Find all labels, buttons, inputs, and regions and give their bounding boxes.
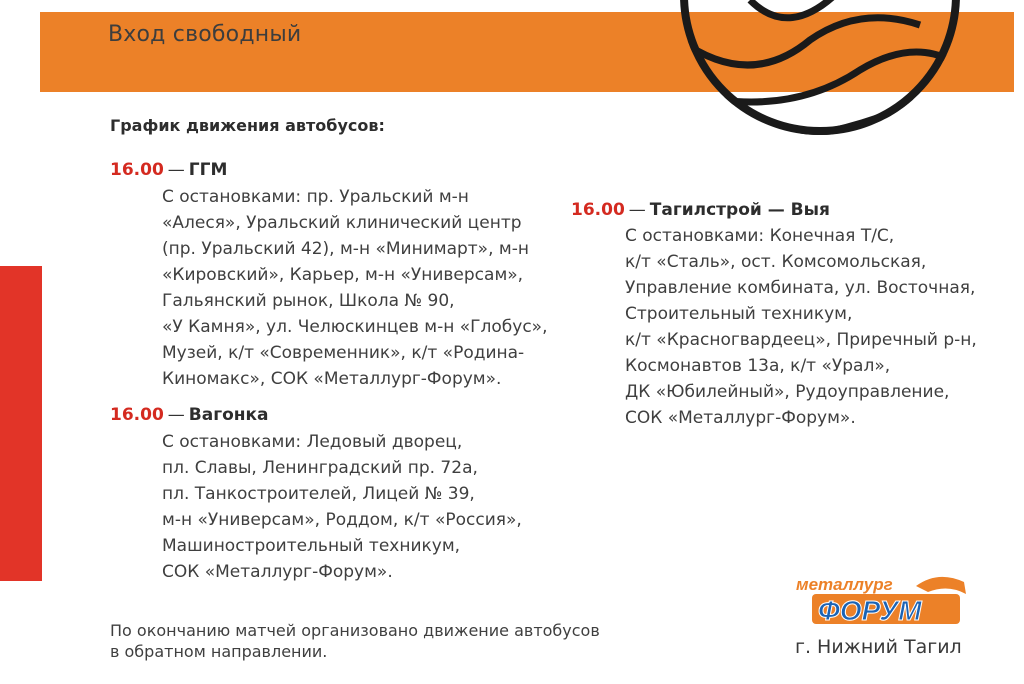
stops-line: Строительный техникум, [625,304,853,324]
logo-bottom-word: ФОРУМ [818,595,922,626]
stops-line: «У Камня», ул. Челюскинцев м-н «Глобус», [162,317,548,337]
route-destination: ГГМ [188,160,228,180]
stops-line: Киномакс», СОК «Металлург-Форум». [162,369,502,389]
note-line: в обратном направлении. [110,642,328,661]
route-dash: — [628,200,646,220]
stops-line: к/т «Сталь», ост. Комсомольская, [625,252,927,272]
metallurg-forum-logo [788,572,978,632]
stops-line: СОК «Металлург-Форум». [625,408,856,428]
stops-line: м-н «Универсам», Роддом, к/т «Россия», [162,510,522,530]
stops-line: Гальянский рынок, Школа № 90, [162,291,455,311]
banner-title: Вход свободный [108,22,302,47]
route-dash: — [167,405,185,425]
route-destination: Тагилстрой — Выя [649,200,830,220]
note-line: По окончанию матчей организовано движение автобусов [110,621,600,640]
route-destination: Вагонка [188,405,269,425]
schedule-heading: График движения автобусов: [110,116,385,135]
stops-line: «Алеся», Уральский клинический центр [162,213,522,233]
route-time: 16.00 [110,405,164,425]
stops-line: СОК «Металлург-Форум». [162,562,393,582]
stops-line: к/т «Красногвардеец», Приречный р-н, [625,330,977,350]
route-vagonka-header [110,405,269,425]
stops-line: Музей, к/т «Современник», к/т «Родина- [162,343,525,363]
city-label: г. Нижний Тагил [795,636,962,658]
stops-line: Управление комбината, ул. Восточная, [625,278,976,298]
route-time: 16.00 [571,200,625,220]
route-ggm-stops [162,184,548,392]
stops-line: пл. Танкостроителей, Лицей № 39, [162,484,475,504]
volleyball-icon [660,0,960,160]
stops-line: Космонавтов 13а, к/т «Урал», [625,356,891,376]
stops-line: С остановками: Ледовый дворец, [162,432,463,452]
stops-line: (пр. Уральский 42), м-н «Минимарт», м-н [162,239,529,259]
route-vagonka-stops [162,429,522,585]
accent-bar [0,266,42,581]
logo-top-word: металлург [796,575,893,594]
route-ggm-header [110,160,227,180]
route-dash: — [167,160,185,180]
stops-line: пл. Славы, Ленинградский пр. 72а, [162,458,478,478]
stops-line: С остановками: пр. Уральский м-н [162,187,469,207]
route-time: 16.00 [110,160,164,180]
stops-line: ДК «Юбилейный», Рудоуправление, [625,382,950,402]
stops-line: «Кировский», Карьер, м-н «Универсам», [162,265,524,285]
route-tagilstroy-header [571,200,830,220]
route-tagilstroy-stops [625,223,977,431]
stops-line: С остановками: Конечная Т/С, [625,226,895,246]
stops-line: Машиностроительный техникум, [162,536,461,556]
return-trip-note [110,620,600,662]
